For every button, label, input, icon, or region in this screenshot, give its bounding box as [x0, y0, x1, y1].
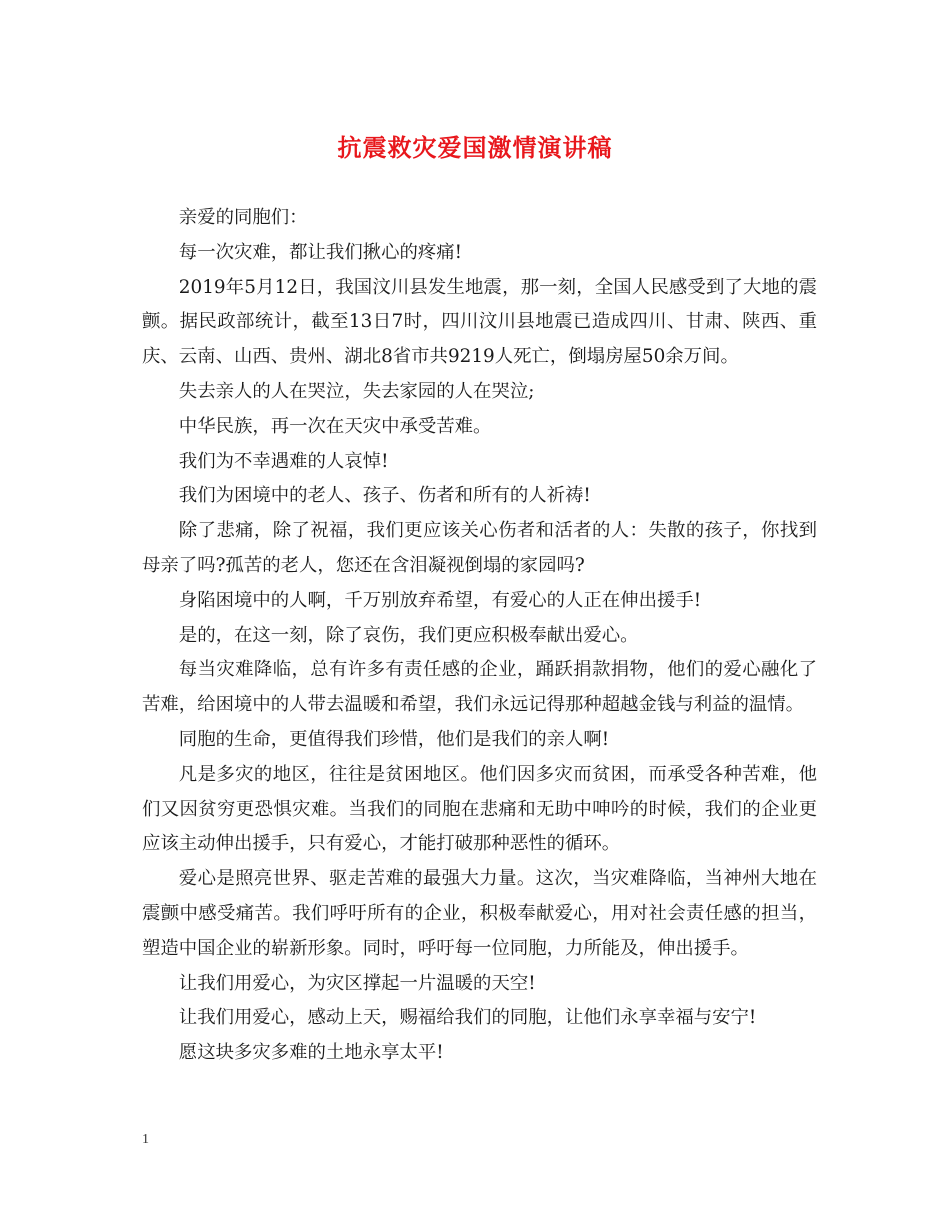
page-number: 1 [142, 1132, 149, 1147]
paragraph: 凡是多灾的地区，往往是贫困地区。他们因多灾而贫困，而承受各种苦难，他们又因贫穷更恐惧灾难。当我们的同胞在悲痛和无助中呻吟的时候，我们的企业更应该主动伸出援手，只有爱心，才能打破那种恶性的循环。 [142, 763, 817, 855]
paragraph: 我们为困境中的老人、孩子、伤者和所有的人祈祷! [178, 485, 591, 507]
paragraph: 爱心是照亮世界、驱走苦难的最强大力量。这次，当灾难降临，当神州大地在震颤中感受痛苦。我们呼吁所有的企业，积极奉献爱心，用对社会责任感的担当，塑造中国企业的崭新形象。同时，呼吁每一位同胞，力所能及，伸出援手。 [142, 868, 817, 959]
paragraph: 每当灾难降临，总有许多有责任感的企业，踊跃捐款捐物，他们的爱心融化了苦难，给困境中的人带去温暖和希望，我们永远记得那种超越金钱与利益的温情。 [142, 659, 817, 716]
paragraph: 让我们用爱心，为灾区撑起一片温暖的天空! [178, 972, 536, 994]
paragraph: 我们为不幸遇难的人哀悼! [178, 450, 389, 472]
paragraph: 2019年5月12日，我国汶川县发生地震，那一刻，全国人民感受到了大地的震颤。据民政部统计，截至13日7时，四川汶川县地震已造成四川、甘肃、陕西、重庆、云南、山西、贵州、湖北8省市共9219人死亡，倒塌房屋50余万间。 [142, 276, 817, 368]
paragraph: 除了悲痛，除了祝福，我们更应该关心伤者和活者的人：失散的孩子，你找到母亲了吗?孤苦的老人，您还在含泪凝视倒塌的家园吗? [142, 520, 817, 576]
paragraph: 亲爱的同胞们： [178, 207, 308, 228]
paragraph: 愿这块多灾多难的土地永享太平! [178, 1042, 444, 1064]
paragraph: 是的，在这一刻，除了哀伤，我们更应积极奉献出爱心。 [178, 624, 639, 646]
document-title: 抗震救灾爱国激情演讲稿 [337, 133, 613, 162]
paragraph: 让我们用爱心，感动上天，赐福给我们的同胞，让他们永享幸福与安宁! [178, 1007, 757, 1029]
paragraph: 每一次灾难，都让我们揪心的疼痛! [178, 241, 463, 263]
paragraph: 身陷困境中的人啊，千万别放弃希望，有爱心的人正在伸出援手! [178, 589, 702, 611]
paragraph: 失去亲人的人在哭泣，失去家园的人在哭泣; [178, 380, 535, 402]
paragraph: 同胞的生命，更值得我们珍惜，他们是我们的亲人啊! [178, 728, 610, 750]
document-body [142, 201, 817, 1071]
paragraph: 中华民族，再一次在天灾中承受苦难。 [178, 415, 492, 437]
